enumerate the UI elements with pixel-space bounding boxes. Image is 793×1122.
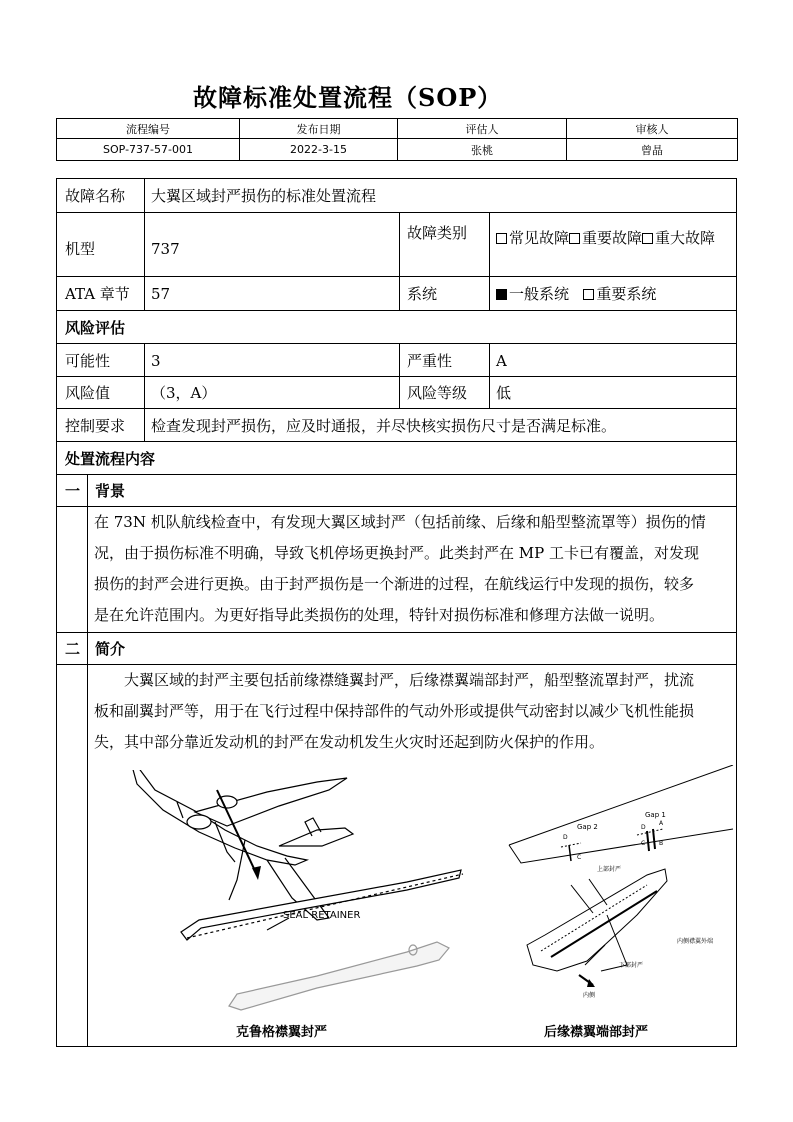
ata-label: ATA 章节	[65, 285, 130, 303]
row-risk-value	[57, 376, 736, 408]
meta-header-sop-no: 流程编号	[57, 119, 240, 139]
inboard-label: 内侧	[583, 992, 596, 999]
meta-header-assessor: 评估人	[398, 119, 567, 139]
document-meta-table	[56, 118, 738, 161]
section2-line: 失，其中部分靠近发动机的封严在发动机发生火灾时还起到防火保护的作用。	[94, 733, 605, 751]
model-value: 737	[151, 240, 180, 258]
probability-label: 可能性	[65, 352, 111, 370]
control-value: 检查发现封严损伤，应及时通报，并尽快核实损伤尺寸是否满足标准。	[151, 417, 617, 435]
section1-paragraph	[94, 507, 728, 631]
row-ata	[57, 276, 736, 310]
trailing-edge-flap-seal-figure	[497, 765, 737, 1025]
fault-name-value: 大翼区域封严损伤的标准处置流程	[151, 187, 377, 205]
gap1-label: Gap 1	[645, 811, 666, 819]
seal-retainer-drawing	[181, 870, 463, 1010]
sop-main-table	[56, 178, 737, 1047]
seal-retainer-label: SEAL RETAINER	[283, 910, 361, 921]
meta-header-date: 发布日期	[240, 119, 398, 139]
row-section2-title	[57, 632, 736, 664]
major-fault-checkbox[interactable]	[642, 233, 653, 244]
arrow-head-icon	[252, 866, 261, 880]
section2-line: 板和副翼封严等，用于在飞行过程中保持部件的气动外形或提供气动密封以减少飞机性能损	[94, 702, 695, 720]
row-process-title	[57, 441, 736, 474]
system-options: 一般系统 重要系统	[496, 284, 656, 304]
section1-line: 损伤的封严会进行更换。由于封严损伤是一个渐进的过程，在航线运行中发现的损伤，较多	[94, 575, 695, 593]
severity-label: 严重性	[407, 352, 453, 370]
row-fault-name	[57, 179, 736, 212]
section1-line: 在 73N 机队航线检查中，有发现大翼区域封严（包括前缘、后缘和船型整流罩等）损伤的情	[94, 513, 706, 531]
important-fault-checkbox[interactable]	[569, 233, 580, 244]
meta-sop-no: SOP-737-57-001	[57, 139, 240, 161]
row-risk-title	[57, 310, 736, 343]
section2-number: 二	[65, 640, 81, 658]
krueger-flap-seal-figure	[117, 770, 477, 1030]
probability-value: 3	[151, 352, 161, 370]
section1-title: 背景	[95, 482, 126, 500]
meta-reviewer: 曾晶	[567, 139, 738, 161]
letter-label: D	[641, 824, 646, 831]
upper-seal-label: 上部封严	[597, 866, 622, 873]
page-title: 故障标准处置流程（SOP）	[193, 83, 503, 112]
section1-number: 一	[65, 482, 81, 500]
control-label: 控制要求	[65, 417, 126, 435]
row-section1-body	[57, 506, 736, 632]
row-section2-body	[57, 664, 736, 1046]
left-figure-caption: 克鲁格襟翼封严	[236, 1025, 328, 1040]
common-fault-checkbox[interactable]	[496, 233, 507, 244]
flap-end-drawing	[527, 869, 667, 971]
category-label: 故障类别	[407, 224, 468, 242]
row-section1-title	[57, 474, 736, 506]
risk-level-label: 风险等级	[407, 384, 468, 402]
risk-value-label: 风险值	[65, 384, 111, 402]
risk-value: （3，A）	[151, 384, 217, 402]
process-section-title: 处置流程内容	[65, 450, 156, 468]
general-system-checkbox[interactable]	[496, 289, 507, 300]
inboard-flap-label: 内侧襟翼外端	[677, 938, 714, 945]
letter-label: A	[659, 820, 664, 827]
important-system-checkbox[interactable]	[583, 289, 594, 300]
ata-value: 57	[151, 285, 171, 303]
fault-name-label: 故障名称	[65, 187, 126, 205]
inboard-arrow-head-icon	[587, 979, 595, 987]
row-control	[57, 408, 736, 441]
risk-level-value: 低	[496, 384, 512, 402]
row-probability	[57, 343, 736, 376]
row-model	[57, 212, 736, 276]
flap-gap-drawing	[509, 765, 733, 863]
meta-header-reviewer: 审核人	[567, 119, 738, 139]
letter-label: C	[641, 840, 646, 847]
letter-label: B	[659, 840, 664, 847]
letter-label: C	[577, 854, 582, 861]
system-label: 系统	[407, 285, 438, 303]
meta-assessor: 张桃	[398, 139, 567, 161]
section2-line: 大翼区域的封严主要包括前缘襟缝翼封严，后缘襟翼端部封严，船型整流罩封严，扰流	[124, 671, 695, 689]
letter-label: D	[563, 834, 568, 841]
meta-value-row	[57, 139, 738, 161]
meta-header-row	[57, 119, 738, 139]
right-figure-caption: 后缘襟翼端部封严	[544, 1025, 649, 1040]
risk-section-title: 风险评估	[65, 319, 126, 337]
section2-title: 简介	[95, 640, 126, 658]
section1-line: 况，由于损伤标准不明确，导致飞机停场更换封严。此类封严在 MP 工卡已有覆盖，对发现	[94, 544, 699, 562]
lower-seal-label: 下部封严	[619, 962, 644, 969]
gap2-label: Gap 2	[577, 823, 598, 831]
model-label: 机型	[65, 240, 96, 258]
meta-date: 2022-3-15	[240, 139, 398, 161]
severity-value: A	[496, 352, 507, 370]
section1-line: 是在允许范围内。为更好指导此类损伤的处理，特针对损伤标准和修理方法做一说明。	[94, 606, 665, 624]
category-options: 常见故障 重要故障 重大故障	[496, 223, 732, 253]
section2-paragraph	[94, 665, 728, 758]
